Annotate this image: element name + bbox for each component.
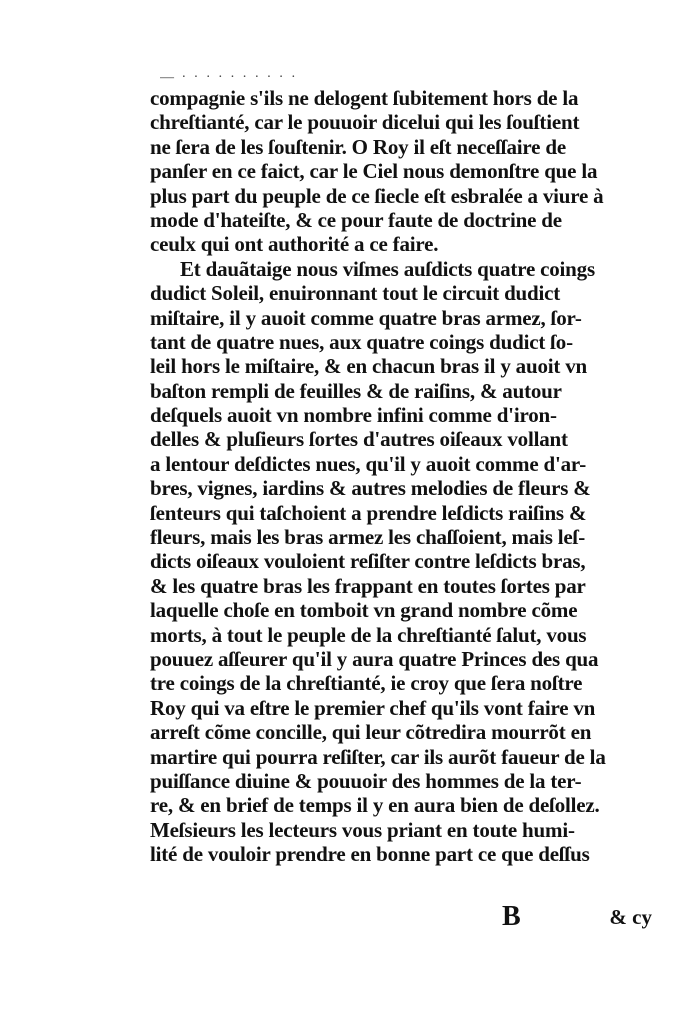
text-line: dicts oiſeaux vouloient reſiſter contre leſdicts bras, [150,549,586,574]
text-line: bres, vignes, iardins & autres melodies de fleurs & [150,476,591,501]
text-line: chreſtianté, car le pouuoir dicelui qui les ſouſtient [150,110,580,135]
paragraph-start-line: Et dauãtaige nous viſmes auſdicts quatre coings [180,256,595,281]
header-residue: — · · · · · · · · · · [160,70,298,84]
text-line: Meſsieurs les lecteurs vous priant en toute humi- [150,817,575,842]
text-line: deſquels auoit vn nombre infini comme d'iron- [150,403,557,428]
text-line: arreſt cõme concille, qui leur cõtredira mourrõt en [150,720,592,745]
page-footer [150,902,652,932]
text-line: puiſſance diuine & pouuoir des hommes de la ter- [150,768,582,793]
signature-mark: B [502,901,521,932]
text-line: re, & en brief de temps il y en aura bien de deſollez. [150,793,600,818]
text-line: baſton rempli de feuilles & de raiſins, & autour [150,378,562,403]
body-text [150,86,652,867]
text-line: ne ſera de les ſouſtenir. O Roy il eſt neceſſaire de [150,134,566,159]
text-line: laquelle choſe en tomboit vn grand nombre cõme [150,598,578,623]
text-line: tant de quatre nues, aux quatre coings dudict ſo- [150,329,573,354]
text-line: fleurs, mais les bras armez les chaſſoient, mais leſ- [150,525,585,550]
text-line: miſtaire, il y auoit comme quatre bras armez, ſor- [150,305,582,330]
text-line: panſer en ce faict, car le Ciel nous demonſtre que la [150,159,598,184]
text-line: pouuez aſſeurer qu'il y aura quatre Princes des qua [150,646,599,671]
text-line: martire qui pourra reſiſter, car ils aurõt faueur de la [150,744,606,769]
text-line: morts, à tout le peuple de la chreſtianté ſalut, vous [150,622,587,647]
text-line: tre coings de la chreſtianté, ie croy que ſera noſtre [150,671,583,696]
text-line: delles & pluſieurs ſortes d'autres oiſeaux vollant [150,427,568,452]
text-line: leil hors le miſtaire, & en chacun bras il y auoit vn [150,354,588,379]
catchword: & cy [609,905,652,929]
text-line: Roy qui va eſtre le premier chef qu'ils vont faire vn [150,695,596,720]
text-line: compagnie s'ils ne delogent ſubitement hors de la [150,86,579,110]
text-line: ceulx qui ont authorité a ce faire. [150,232,439,257]
text-line: & les quatre bras les frappant en toutes ſortes par [150,573,586,598]
text-line: dudict Soleil, enuironnant tout le circuit dudict [150,281,561,306]
text-line: plus part du peuple de ce ſiecle eſt esbralée a viure à [150,183,604,208]
text-line: ſenteurs qui taſchoient a prendre leſdicts raiſins & [150,500,587,525]
text-line: mode d'hateiſte, & ce pour faute de doctrine de [150,207,562,232]
text-line: lité de vouloir prendre en bonne part ce que deſſus [150,842,590,867]
text-line: a lentour deſdictes nues, qu'il y auoit comme d'ar- [150,451,587,476]
